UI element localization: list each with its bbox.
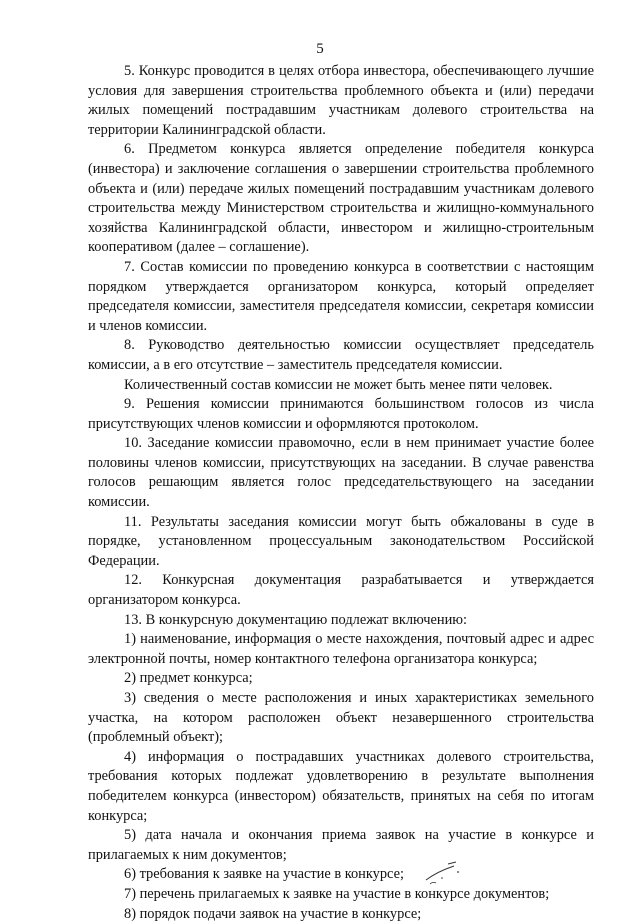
list-item-8: 8) порядок подачи заявок на участие в конкурсе; bbox=[124, 905, 422, 922]
paragraph-8-commission-size: Количественный состав комиссии не может быть менее пяти человек. bbox=[124, 376, 553, 393]
page-number: 5 bbox=[316, 41, 324, 57]
paragraph-9: 9. Решения комиссии принимаются большинством голосов из числа присутствующих членов комиссии и оформляются протоколом. bbox=[88, 396, 594, 432]
paragraph-6: 6. Предметом конкурса является определение победителя конкурса (инвестора) и заключение соглашения о завершении строительства проблемного объекта и (или) передаче жилых помещений пострадавшим участникам долевого строительства между Министерством строительства и жилищно-коммунального хозяйства Калининградской области, инвестором и жилищно-строительным кооперативом (далее – соглашение). bbox=[88, 141, 594, 256]
paragraph-5: 5. Конкурс проводится в целях отбора инвестора, обеспечивающего лучшие условия для завершения строительства проблемного объекта и (или) передачи жилых помещений пострадавшим участникам долевого строительства на территории Калининградской области. bbox=[88, 63, 594, 138]
paragraph-11: 11. Результаты заседания комиссии могут быть обжалованы в суде в порядке, установленном процессуальным законодательством Российской Федерации. bbox=[88, 513, 594, 569]
document-body bbox=[88, 62, 594, 924]
list-item-5: 5) дата начала и окончания приема заявок на участие в конкурсе и прилагаемых к ним документов; bbox=[88, 827, 594, 863]
initials-mark bbox=[418, 858, 470, 888]
list-item-7: 7) перечень прилагаемых к заявке на участие в конкурсе документов; bbox=[124, 885, 550, 902]
list-item-6: 6) требования к заявке на участие в конкурсе; bbox=[124, 866, 404, 883]
paragraph-10: 10. Заседание комиссии правомочно, если в нем принимает участие более половины членов комиссии, присутствующих на заседании. В случае равенства голосов решающим является голос председательствующего на заседании комиссии. bbox=[88, 435, 594, 511]
list-item-2: 2) предмет конкурса; bbox=[124, 670, 253, 687]
list-item-3: 3) сведения о месте расположения и иных характеристиках земельного участка, на котором расположен объект незавершенного строительства (проблемный объект); bbox=[88, 690, 594, 746]
list-item-4: 4) информация о пострадавших участниках долевого строительства, требования которых подлежат удовлетворению в результате выполнения победителем конкурса (инвестором) обязательств, принятых на себя по итогам конкурса; bbox=[88, 748, 594, 824]
list-item-1: 1) наименование, информация о месте нахождения, почтовый адрес и адрес электронной почты, номер контактного телефона организатора конкурса; bbox=[88, 631, 594, 667]
paragraph-8: 8. Руководство деятельностью комиссии осуществляет председатель комиссии, а в его отсутствие – заместитель председателя комиссии. bbox=[88, 337, 594, 373]
paragraph-7: 7. Состав комиссии по проведению конкурса в соответствии с настоящим порядком утверждается организатором конкурса, который определяет председателя комиссии, заместителя председателя комиссии, секретаря комиссии и членов комиссии. bbox=[88, 258, 594, 334]
paragraph-12: 12. Конкурсная документация разрабатывается и утверждается организатором конкурса. bbox=[88, 572, 594, 609]
paragraph-13: 13. В конкурсную документацию подлежат включению: bbox=[124, 611, 468, 628]
